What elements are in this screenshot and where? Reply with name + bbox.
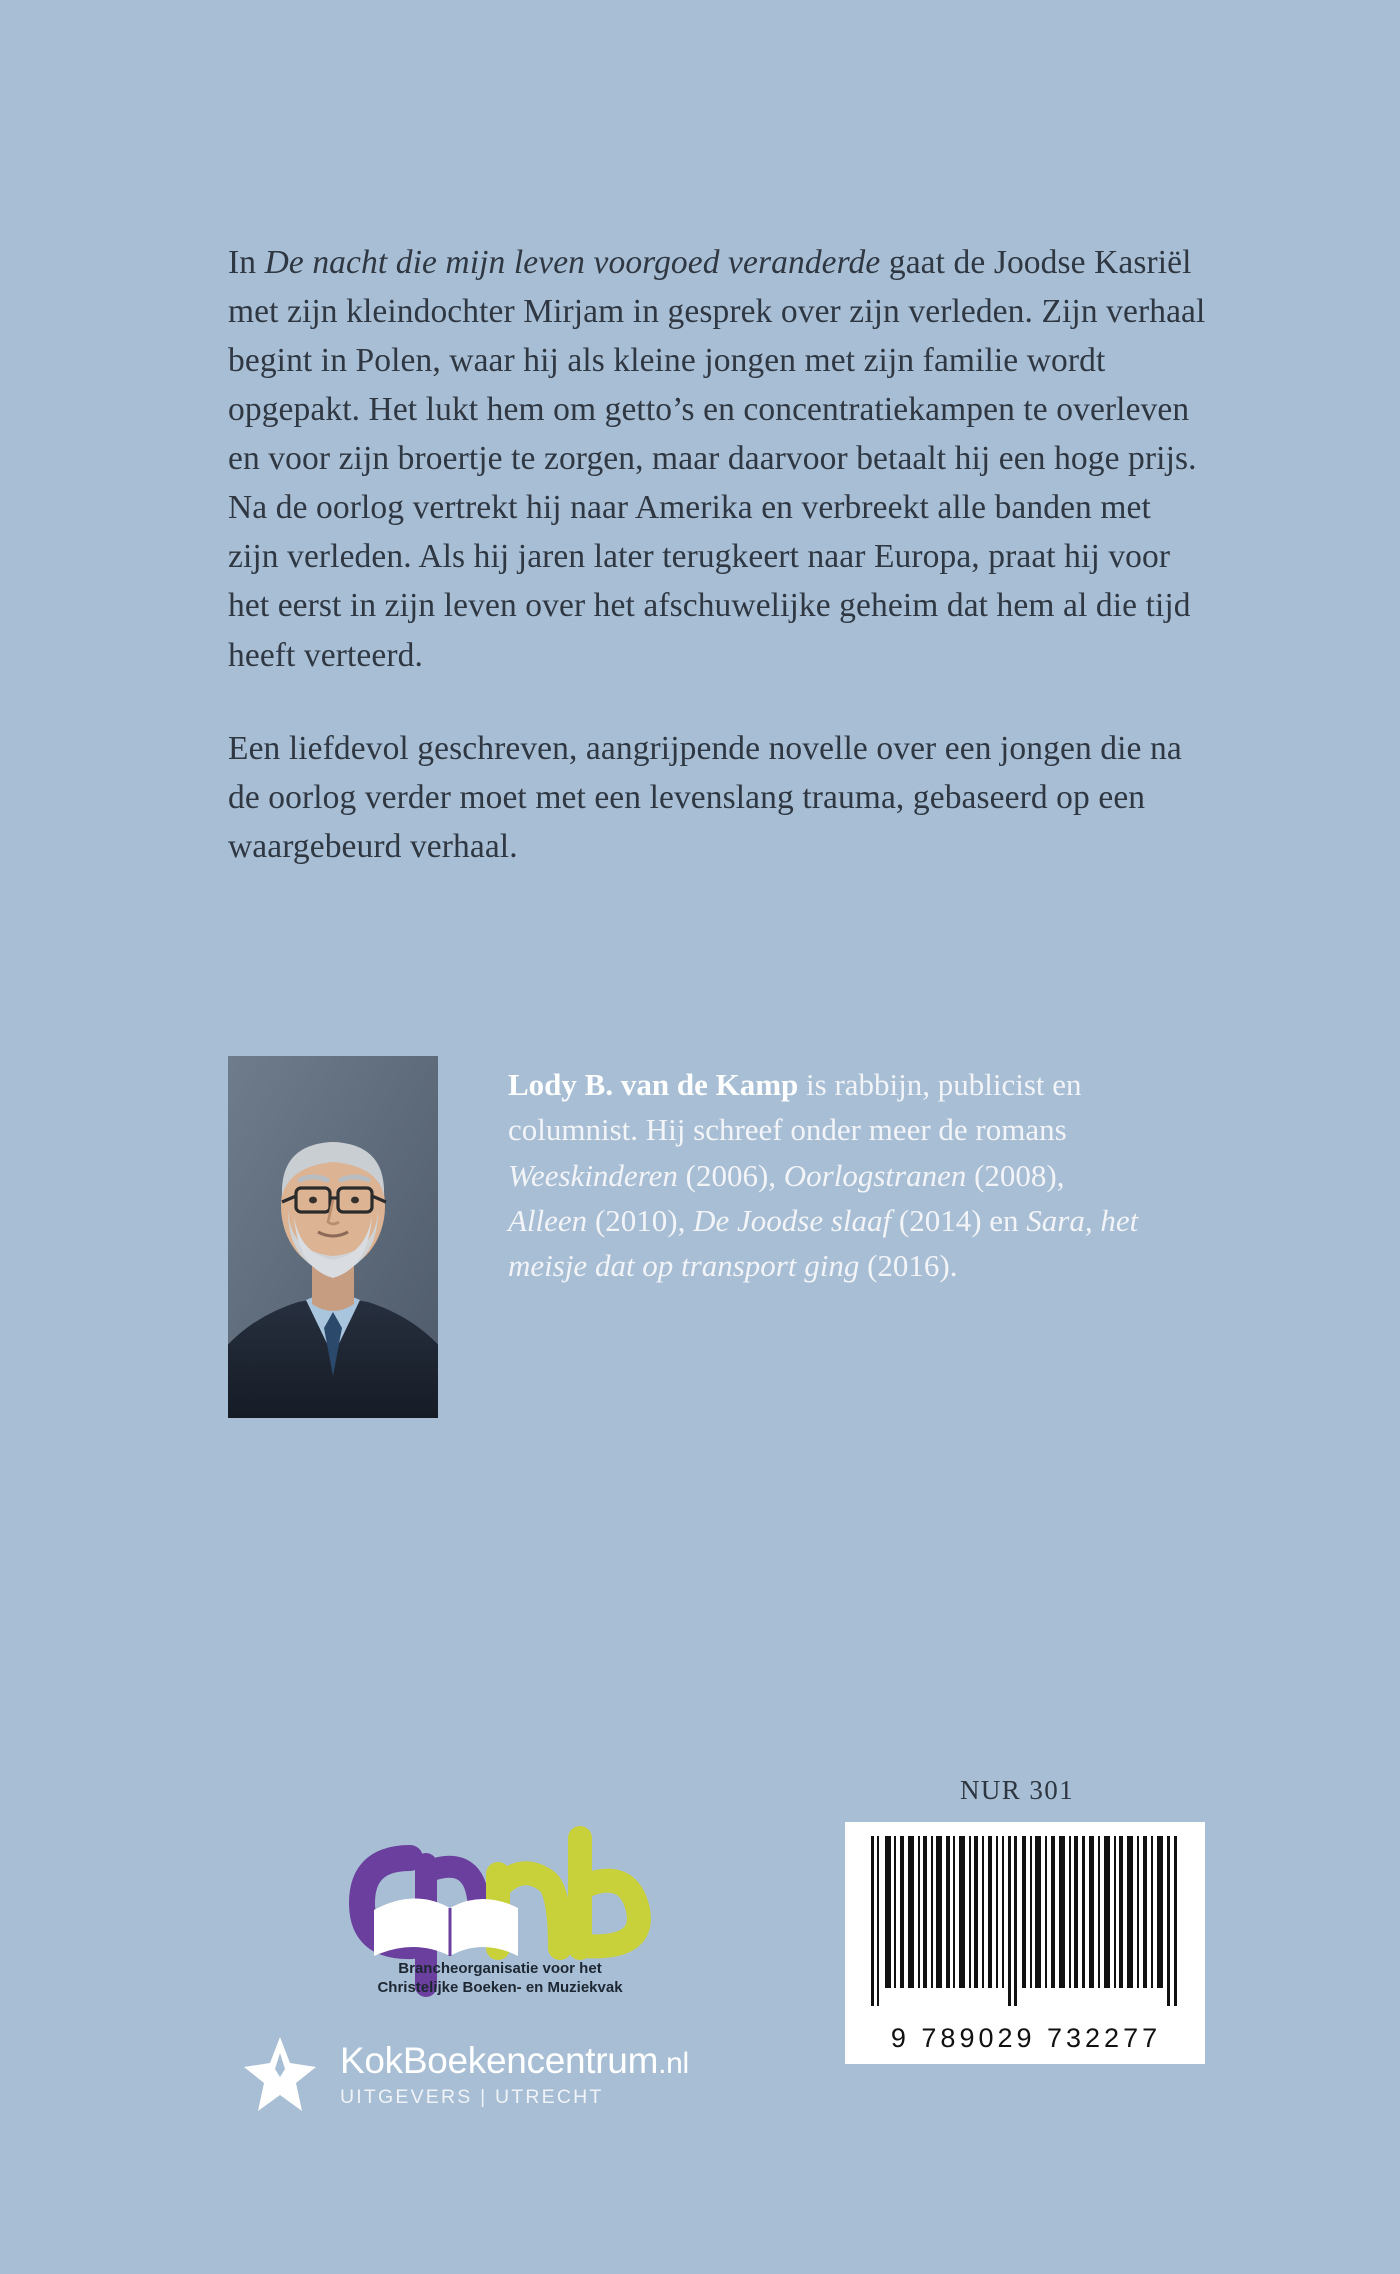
author-section bbox=[228, 1056, 1208, 1418]
author-work-4-year: (2014) en bbox=[891, 1202, 1027, 1238]
author-work-1-year: (2006), bbox=[677, 1157, 784, 1193]
nur-code: NUR 301 bbox=[960, 1775, 1075, 1805]
publisher-name-tld: .nl bbox=[658, 2046, 689, 2080]
book-title-italic: De nacht die mijn leven voorgoed veranderde bbox=[264, 244, 881, 281]
author-work-3: Alleen bbox=[508, 1202, 588, 1238]
publisher-name-main: KokBoekencentrum bbox=[340, 2039, 659, 2081]
author-work-2: Oorlogstranen bbox=[783, 1157, 967, 1193]
author-portrait bbox=[228, 1056, 438, 1418]
author-bio-text: is rabbijn, publicist en columnist. Hij schreef onder meer de romans bbox=[508, 1067, 1082, 1148]
author-bio bbox=[508, 1056, 1148, 1288]
publisher-name bbox=[340, 2039, 689, 2081]
publisher-mark-icon bbox=[238, 2033, 322, 2117]
publisher-text bbox=[340, 2039, 689, 2109]
author-work-3-year: (2010), bbox=[587, 1202, 694, 1238]
author-work-1: Weeskinderen bbox=[508, 1157, 678, 1193]
cpnb-caption-line-1: Brancheorganisatie voor het bbox=[398, 1960, 602, 1977]
barcode-digits: 9 789029 732277 bbox=[890, 2023, 1162, 2053]
blurb-body-text: gaat de Joodse Kasriël met zijn kleindochter Mirjam in gesprek over zijn verleden. Zijn verhaal begint in Polen, waar hij als kleine jongen met zijn familie wordt opgepakt. Het lukt hem om getto’s en concentratiekampen te overleven en voor zijn broertje te zorgen, maar daarvoor betaalt hij een hoge prijs. Na de oorlog vertrekt hij naar Amerika en verbreekt alle banden met zijn verleden. Als hij jaren later terugkeert naar Europa, praat hij voor het eerst in zijn leven over het afschuwelijke geheim dat hem al die tijd heeft verteerd. bbox=[228, 244, 1206, 674]
publisher-subtitle: UITGEVERS | UTRECHT bbox=[340, 2085, 604, 2108]
blurb-section bbox=[228, 238, 1208, 871]
blurb-paragraph-2: Een liefdevol geschreven, aangrijpende novelle over een jongen die na de oorlog verder moet met een levenslang trauma, gebaseerd op een waargebeurd verhaal. bbox=[228, 729, 1182, 865]
publisher-logo bbox=[238, 2020, 708, 2130]
author-work-4: De Joodse slaaf bbox=[693, 1202, 892, 1238]
barcode bbox=[845, 1822, 1205, 2064]
blurb-intro-text: In bbox=[228, 244, 265, 281]
cpnb-caption bbox=[330, 1960, 670, 1998]
author-work-2-year: (2008), bbox=[966, 1157, 1065, 1193]
author-name: Lody B. van de Kamp bbox=[508, 1067, 799, 1102]
author-work-5-year: (2016). bbox=[859, 1248, 958, 1283]
blurb-paragraph-1 bbox=[228, 238, 1208, 680]
cpnb-caption-line-2: Christelijke Boeken- en Muziekvak bbox=[377, 1978, 623, 1996]
author-work-5: Sara, het meisje dat op transport ging bbox=[508, 1202, 1139, 1283]
